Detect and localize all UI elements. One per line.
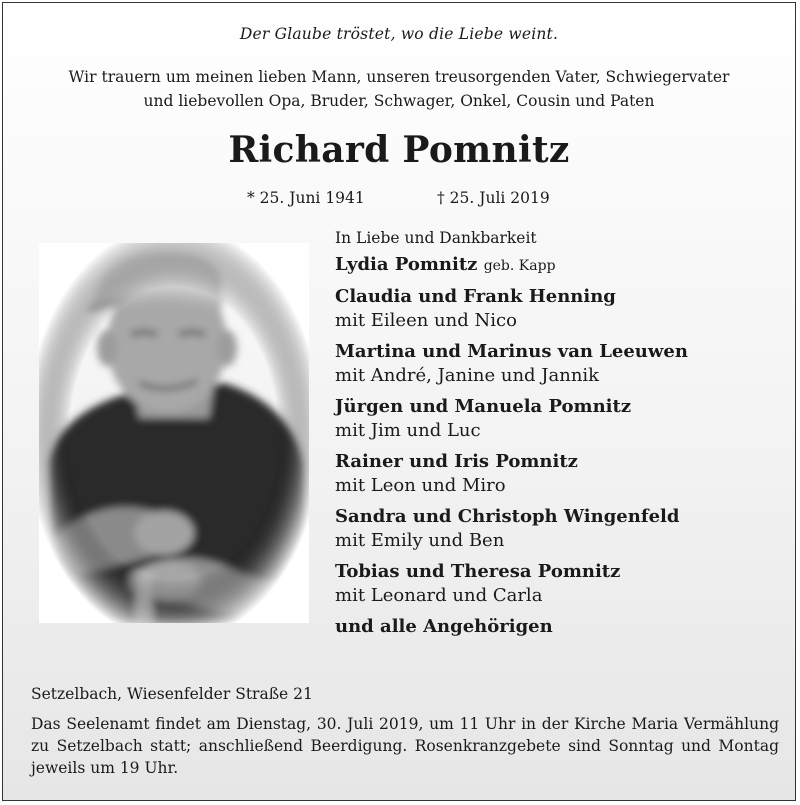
family-list [335,229,785,637]
family-entry [335,560,785,608]
family-entry-children: mit Leonard und Carla [335,585,543,606]
family-entry-note: geb. Kapp [483,258,556,274]
family-entry-children: mit Leon und Miro [335,475,506,496]
family-entry-names: Martina und Marinus van Leeuwen [335,341,688,362]
intro-line-2: und liebevollen Opa, Bruder, Schwager, Onkel, Cousin und Paten [143,92,655,110]
family-entry [335,285,785,333]
family-entry-names: Rainer und Iris Pomnitz [335,451,578,472]
family-entry-names: Tobias und Theresa Pomnitz [335,561,621,582]
birth-date: * 25. Juni 1941 [247,189,365,207]
family-entry [335,253,785,278]
family-entry-names: Claudia und Frank Henning [335,286,616,307]
family-entry-names: Jürgen und Manuela Pomnitz [335,396,632,417]
deceased-name: Richard Pomnitz [228,129,570,171]
family-entry-children: mit André, Janine und Jannik [335,365,600,386]
family-entry-children: mit Emily und Ben [335,530,505,551]
family-entry-children: mit Eileen und Nico [335,310,517,331]
family-entry [335,505,785,553]
family-closing: und alle Angehörigen [335,616,553,637]
family-entry-names: Sandra und Christoph Wingenfeld [335,506,680,527]
obituary-notice [2,2,796,801]
family-entry [335,395,785,443]
intro-line-1: Wir trauern um meinen lieben Mann, unseren treusorgenden Vater, Schwiegervater [68,68,730,86]
motto: Der Glaube tröstet, wo die Liebe weint. [239,25,559,43]
family-entry-children: mit Jim und Luc [335,420,481,441]
address: Setzelbach, Wiesenfelder Straße 21 [31,685,313,703]
death-date: † 25. Juli 2019 [437,189,550,207]
family-intro: In Liebe und Dankbarkeit [335,229,537,247]
service-info: Das Seelenamt findet am Dienstag, 30. Juli 2019, um 11 Uhr in der Kirche Maria Vermählung zu Setzelbach statt; anschließend Beerdigung. Rosenkranzgebete sind Sonntag und Montag jeweils um 19 Uhr. [31,715,779,777]
family-entry [335,340,785,388]
portrait-photo [39,243,309,623]
family-entry-names: Lydia Pomnitz [335,254,478,275]
family-entry [335,450,785,498]
intro-text [3,65,795,113]
